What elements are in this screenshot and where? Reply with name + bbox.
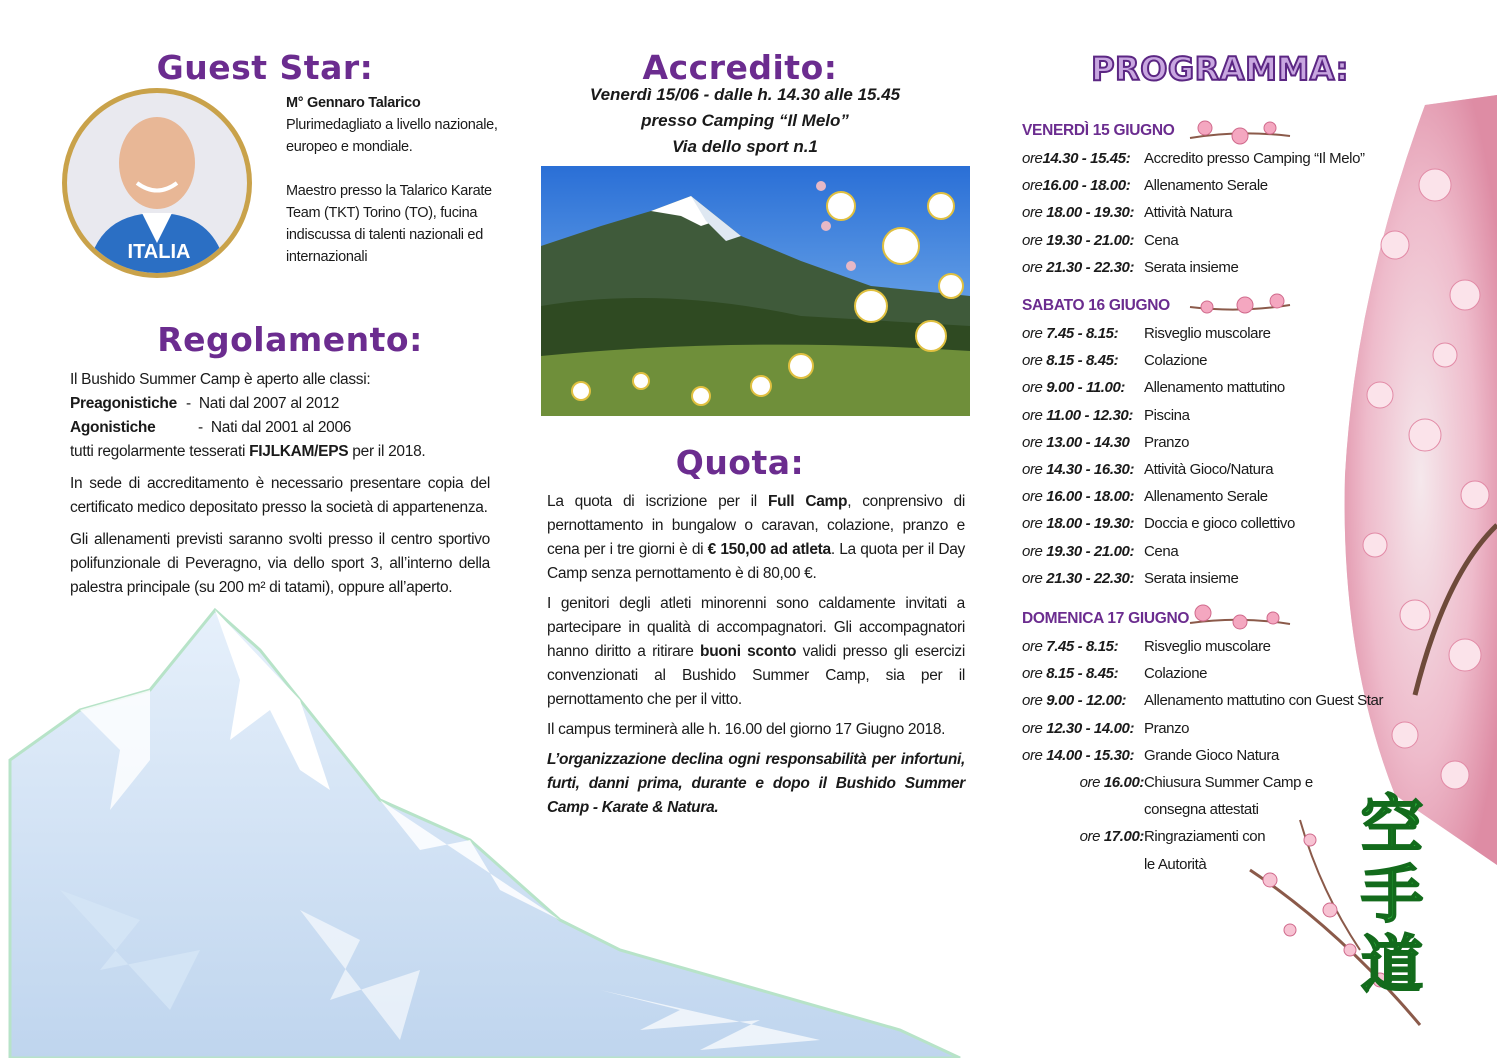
schedule-activity: Allenamento mattutino (1144, 379, 1285, 397)
quota-text-part: La quota di iscrizione per il (547, 493, 768, 510)
guest-star-title: Guest Star: (156, 48, 374, 87)
schedule-row (1022, 488, 1268, 505)
schedule-activity: Ringraziamenti con (1144, 828, 1266, 846)
ore-label: ore (1022, 461, 1043, 478)
ore-label: ore (1022, 150, 1043, 167)
schedule-time (1022, 150, 1144, 167)
guest-photo (62, 88, 252, 278)
campus-end-paragraph: Il campus terminerà alle h. 16.00 del giorno 17 Giugno 2018. (547, 721, 946, 738)
ore-label: ore (1079, 774, 1101, 791)
schedule-row (1066, 774, 1313, 791)
schedule-activity: Colazione (1144, 352, 1208, 370)
quota-text-part: . La quota per il Day Camp senza pernottamento è di 80,00 €. (547, 541, 965, 582)
ore-label: ore (1022, 204, 1043, 222)
schedule-time (1066, 774, 1144, 791)
day-heading: DOMENICA 17 GIUGNO (1022, 610, 1190, 627)
schedule-time (1022, 543, 1144, 560)
schedule-activity: Risveglio muscolare (1144, 325, 1271, 342)
schedule-time (1022, 232, 1144, 249)
schedule-activity: Cena (1144, 231, 1179, 249)
ore-label: ore (1022, 569, 1043, 587)
schedule-activity: Colazione (1144, 665, 1208, 683)
parents-text-part: I genitori degli atleti minorenni sono caldamente invitati a partecipare in qualità di accompagnatori. Gli accompagnatori hanno diritto a ritirare (547, 595, 965, 660)
regolamento-text (70, 368, 490, 600)
ore-label: ore (1022, 231, 1043, 249)
landscape-illustration (541, 166, 970, 416)
time-value: 14.00 - 15.30: (1046, 746, 1135, 764)
quota-price: € 150,00 ad atleta (707, 541, 831, 558)
time-value: 16.00: (1103, 774, 1144, 791)
schedule-row (1022, 379, 1285, 396)
schedule-row (1022, 747, 1279, 764)
schedule-time (1022, 325, 1144, 342)
time-value: 18.00 - 19.30: (1046, 204, 1135, 222)
guest-portrait-illustration (67, 93, 247, 273)
ore-label: ore (1022, 352, 1043, 370)
ore-label: ore (1022, 177, 1043, 195)
schedule-time (1022, 692, 1144, 709)
programma-title: PROGRAMMA: (1091, 50, 1349, 88)
day-heading: VENERDÌ 15 GIUGNO (1022, 122, 1175, 139)
ore-label: ore (1022, 406, 1043, 424)
time-value: 14.30 - 15.45: (1042, 150, 1131, 167)
class-row (70, 392, 490, 416)
kanji-char: 道 (1360, 928, 1423, 1001)
guest-info (286, 92, 516, 268)
schedule-time (1022, 461, 1144, 478)
schedule-time (1022, 259, 1144, 276)
schedule-row (1022, 692, 1383, 709)
schedule-row (1022, 232, 1178, 249)
schedule-time (1022, 434, 1144, 451)
schedule-activity: Grande Gioco Natura (1144, 746, 1279, 764)
schedule-activity: consegna attestati (1144, 801, 1259, 819)
blossom-branch-icon (1185, 285, 1295, 323)
class-years: Nati dal 2007 al 2012 (198, 395, 340, 412)
guest-bio-1: Plurimedagliato a livello nazionale, europeo e mondiale. (286, 117, 498, 155)
tesserati-text: tutti regolarmente tesserati (70, 443, 250, 460)
regolamento-intro: Il Bushido Summer Camp è aperto alle classi: (70, 371, 371, 388)
schedule-row (1022, 259, 1238, 276)
time-value: 17.00: (1103, 828, 1144, 846)
schedule-row (1022, 150, 1365, 167)
quota-text-part: , conprensivo di pernottamento in bungalow o caravan, colazione, pranzo e cena per i tre giorni è di (547, 493, 966, 558)
time-value: 16.00 - 18.00: (1042, 177, 1131, 195)
time-value: 11.00 - 12.30: (1046, 406, 1133, 424)
schedule-time (1022, 515, 1144, 532)
schedule-row (1022, 638, 1271, 655)
time-value: 13.00 - 14.30 (1046, 433, 1130, 451)
quota-paragraph (547, 490, 965, 586)
accredito-details (545, 82, 945, 160)
blossom-branch-icon (1185, 598, 1295, 636)
karate-kanji (1352, 790, 1432, 1000)
accredito-title: Accredito: (642, 48, 838, 87)
time-value: 7.45 - 8.15: (1046, 325, 1119, 342)
parents-paragraph (547, 592, 965, 712)
schedule-activity: Serata insieme (1144, 258, 1239, 276)
schedule-activity: le Autorità (1144, 855, 1207, 873)
ore-label: ore (1022, 542, 1043, 560)
ore-label: ore (1079, 828, 1101, 846)
time-value: 9.00 - 11.00: (1046, 379, 1126, 397)
ore-label: ore (1022, 515, 1043, 533)
day-heading: SABATO 16 GIUGNO (1022, 297, 1170, 314)
quota-title: Quota: (675, 443, 805, 482)
schedule-row (1022, 665, 1207, 682)
class-row (70, 416, 490, 440)
schedule-time (1022, 204, 1144, 221)
schedule-row (1022, 177, 1268, 194)
tesserati-year: per il 2018. (348, 443, 426, 460)
ore-label: ore (1022, 379, 1043, 397)
quota-text (547, 490, 965, 826)
shirt-text: ITALIA (127, 241, 191, 263)
ore-label: ore (1022, 488, 1043, 506)
certificate-paragraph: In sede di accreditamento è necessario presentare copia del certificato medico depositato presso la società di appartenenza. (70, 475, 490, 516)
time-value: 21.30 - 22.30: (1046, 258, 1135, 276)
full-camp-label: Full Camp (767, 493, 848, 510)
ore-label: ore (1022, 719, 1043, 737)
schedule-activity: Accredito presso Camping “Il Melo” (1144, 150, 1365, 167)
schedule-time (1022, 570, 1144, 587)
schedule-time (1022, 488, 1144, 505)
class-name: Agonistiche (70, 419, 156, 436)
ore-label: ore (1022, 433, 1043, 451)
time-value: 12.30 - 14.00: (1046, 719, 1135, 737)
ore-label: ore (1022, 746, 1043, 764)
schedule-row (1022, 543, 1178, 560)
time-value: 8.15 - 8.45: (1046, 352, 1119, 370)
accredito-place: presso Camping “Il Melo” (641, 111, 849, 130)
cherry-blossom-image (1335, 95, 1497, 865)
time-value: 18.00 - 19.30: (1046, 515, 1135, 533)
tesserati-line (70, 440, 490, 464)
time-value: 14.30 - 16.30: (1046, 461, 1135, 478)
schedule-row (1022, 720, 1189, 737)
parents-text-part: validi presso gli esercizi convenzionati al Bushido Summer Camp, sia per il pernottamento che per il vitto. (547, 643, 965, 708)
class-separator: - (182, 395, 199, 412)
schedule-time (1022, 379, 1144, 396)
schedule-row (1022, 325, 1271, 342)
schedule-activity: Pranzo (1144, 433, 1190, 451)
class-separator: - (182, 419, 211, 436)
time-value: 16.00 - 18.00: (1046, 488, 1135, 506)
ore-label: ore (1022, 638, 1043, 655)
kanji-char: 手 (1360, 858, 1423, 931)
schedule-activity: Allenamento Serale (1144, 177, 1268, 195)
time-value: 7.45 - 8.15: (1046, 638, 1119, 655)
time-value: 19.30 - 21.00: (1046, 542, 1135, 560)
blossom-branch-icon (1185, 110, 1295, 148)
class-name: Preagonistiche (70, 395, 177, 412)
ore-label: ore (1022, 325, 1043, 342)
time-value: 19.30 - 21.00: (1046, 231, 1135, 249)
kanji-char: 空 (1360, 788, 1423, 861)
schedule-activity: Pranzo (1144, 719, 1190, 737)
time-value: 8.15 - 8.45: (1046, 665, 1119, 683)
schedule-row (1022, 352, 1207, 369)
schedule-activity: Doccia e gioco collettivo (1144, 515, 1295, 533)
schedule-time (1022, 352, 1144, 369)
disclaimer-paragraph: L’organizzazione declina ogni responsabilità per infortuni, furti, danni prima, durante e dopo il Bushido Summer Camp - Karate & Natura. (547, 751, 965, 816)
schedule-activity: Attività Gioco/Natura (1144, 461, 1274, 478)
schedule-row (1022, 204, 1232, 221)
schedule-activity: Risveglio muscolare (1144, 638, 1271, 655)
ore-label: ore (1022, 692, 1043, 710)
federation-name: FIJLKAM/EPS (249, 443, 349, 460)
schedule-row (1022, 461, 1273, 478)
schedule-row (1022, 515, 1295, 532)
regolamento-title: Regolamento: (157, 320, 423, 359)
guest-name: M° Gennaro Talarico (286, 95, 421, 111)
schedule-row (1022, 434, 1189, 451)
ore-label: ore (1022, 258, 1043, 276)
schedule-row (1144, 801, 1259, 818)
schedule-time (1022, 747, 1144, 764)
schedule-activity: Serata insieme (1144, 569, 1239, 587)
class-years: Nati dal 2001 al 2006 (210, 419, 352, 436)
schedule-time (1066, 828, 1144, 845)
schedule-row (1022, 570, 1238, 587)
schedule-activity: Chiusura Summer Camp e (1144, 774, 1313, 791)
schedule-time (1022, 665, 1144, 682)
schedule-activity: Allenamento Serale (1144, 488, 1268, 506)
schedule-activity: Cena (1144, 542, 1179, 560)
schedule-time (1022, 720, 1144, 737)
accredito-address: Via dello sport n.1 (672, 137, 818, 156)
discount-label: buoni sconto (700, 643, 797, 660)
schedule-row (1144, 856, 1206, 873)
time-value: 21.30 - 22.30: (1046, 569, 1135, 587)
guest-bio-2: Maestro presso la Talarico Karate Team (TKT) Torino (TO), fucina indiscussa di talenti nazionali ed internazionali (286, 183, 492, 265)
accredito-date: Venerdì 15/06 - dalle h. 14.30 alle 15.45 (589, 85, 901, 104)
schedule-time (1022, 177, 1144, 194)
mountain-landscape-photo (541, 166, 970, 416)
schedule-activity: Allenamento mattutino con Guest Star (1144, 692, 1384, 710)
ore-label: ore (1022, 665, 1043, 683)
schedule-activity: Piscina (1144, 406, 1190, 424)
training-location-paragraph: Gli allenamenti previsti saranno svolti presso il centro sportivo polifunzionale di Peveragno, via dello sport 3, all’interno della palestra principale (su 200 m² di tatami), oppure all’aperto. (70, 531, 490, 596)
schedule-time (1022, 407, 1144, 424)
schedule-time (1022, 638, 1144, 655)
schedule-activity: Attività Natura (1144, 204, 1233, 222)
time-value: 9.00 - 12.00: (1046, 692, 1127, 710)
schedule-row (1022, 407, 1190, 424)
schedule-row (1066, 828, 1265, 845)
